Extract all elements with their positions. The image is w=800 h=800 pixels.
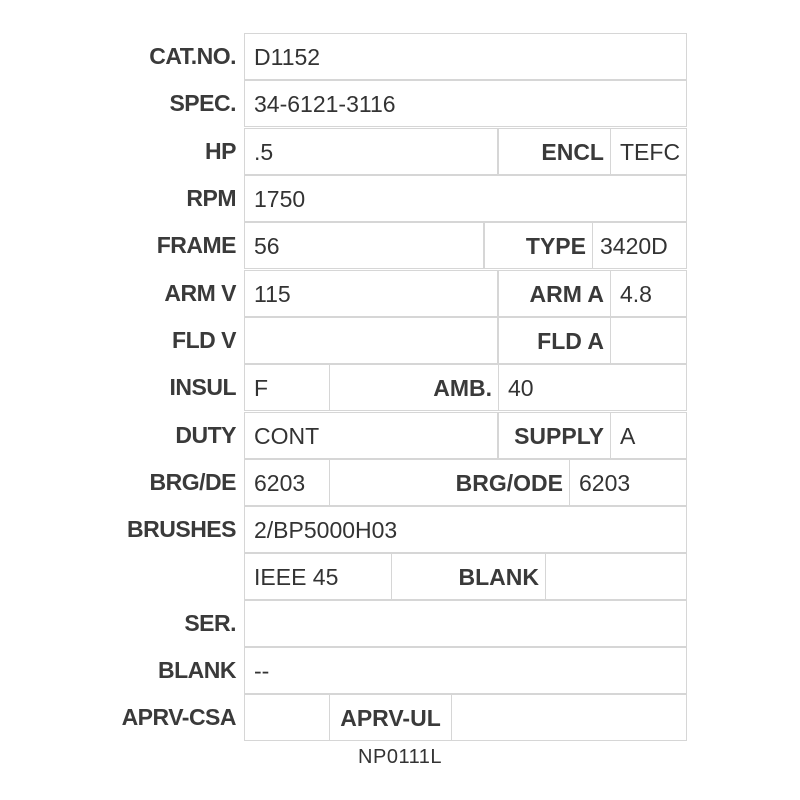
- brushes-value: 2/BP5000H03: [244, 506, 687, 553]
- hp-value: .5: [244, 128, 498, 175]
- spec-value: 34-6121-3116: [244, 80, 687, 127]
- fld-a-label: FLD A: [498, 317, 611, 364]
- brg-ode-label: BRG/ODE: [329, 459, 570, 506]
- cat-no-label: CAT.NO.: [149, 43, 236, 69]
- cat-no-value: D1152: [244, 33, 687, 80]
- brg-de-value: 6203: [244, 459, 330, 506]
- part-number-footer: NP0111L: [358, 746, 442, 768]
- blank-value-2: [545, 553, 687, 600]
- brushes-label: BRUSHES: [127, 516, 236, 542]
- rpm-label: RPM: [186, 185, 236, 211]
- aprv-csa-value: [244, 694, 330, 741]
- arm-a-label: ARM A: [498, 270, 611, 317]
- arm-v-label: ARM V: [164, 280, 236, 306]
- frame-label: FRAME: [156, 232, 236, 258]
- encl-label: ENCL: [498, 128, 611, 175]
- amb-label: AMB.: [329, 364, 499, 411]
- fld-a-value: [610, 317, 687, 364]
- aprv-csa-label: APRV-CSA: [121, 704, 236, 730]
- aprv-ul-value: [451, 694, 687, 741]
- arm-v-value: 115: [244, 270, 498, 317]
- brg-ode-value: 6203: [569, 459, 687, 506]
- supply-label: SUPPLY: [498, 412, 611, 459]
- supply-value: A: [610, 412, 687, 459]
- insul-label: INSUL: [169, 374, 236, 400]
- fld-v-label: FLD V: [172, 327, 236, 353]
- rpm-value: 1750: [244, 175, 687, 222]
- arm-a-value: 4.8: [610, 270, 687, 317]
- type-value: 3420D: [592, 222, 687, 269]
- insul-value: F: [244, 364, 330, 411]
- duty-value: CONT: [244, 412, 498, 459]
- blank-label: BLANK: [158, 657, 236, 683]
- type-label: TYPE: [484, 222, 593, 269]
- brg-de-label: BRG/DE: [149, 469, 236, 495]
- encl-value: TEFC: [610, 128, 687, 175]
- ieee-value: IEEE 45: [244, 553, 392, 600]
- frame-value: 56: [244, 222, 484, 269]
- ser-value: [244, 600, 687, 647]
- fld-v-value: [244, 317, 498, 364]
- blank-value: --: [244, 647, 687, 694]
- blank-label-2: BLANK: [391, 553, 546, 600]
- spec-label: SPEC.: [169, 90, 236, 116]
- hp-label: HP: [205, 138, 236, 164]
- aprv-ul-label: APRV-UL: [329, 694, 452, 741]
- duty-label: DUTY: [175, 422, 236, 448]
- amb-value: 40: [498, 364, 687, 411]
- ser-label: SER.: [184, 610, 236, 636]
